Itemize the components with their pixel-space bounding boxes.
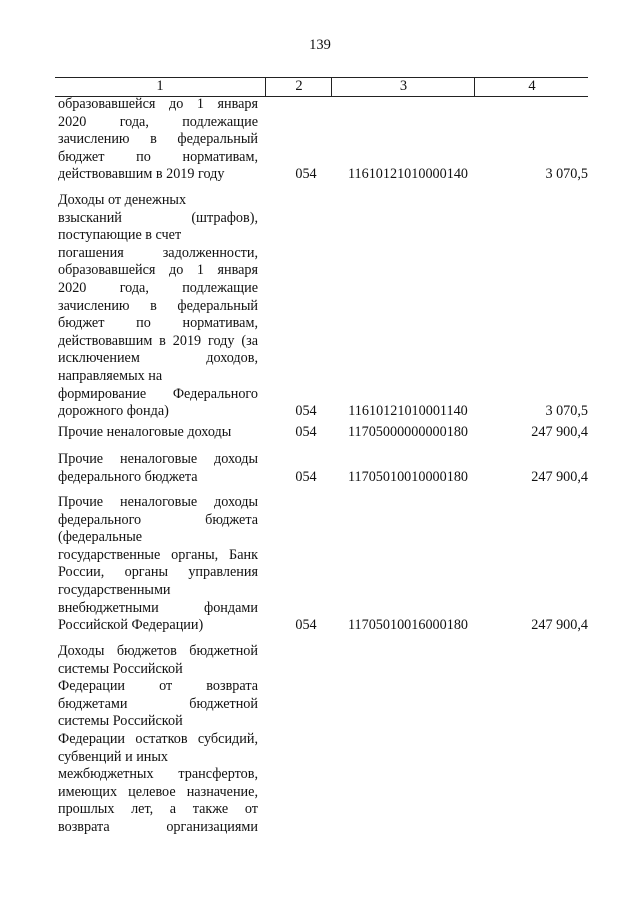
amount: 3 070,5 <box>545 403 588 420</box>
header-col-3: 3 <box>331 78 475 96</box>
budget-code: 11705010010000180 <box>347 468 469 485</box>
description-line: дорожного фонда) <box>58 403 169 420</box>
amount: 247 900,4 <box>531 617 588 634</box>
description-line: межбюджетных трансфертов, <box>58 766 258 783</box>
description-line: Федерации остатков субсидий, <box>58 730 258 747</box>
description-line: Доходы бюджетов бюджетной <box>58 643 258 659</box>
description-line: действовавшим в 2019 году (за <box>58 332 258 349</box>
description-line: возврата организациями <box>58 818 258 835</box>
row-description <box>58 494 258 635</box>
description-line: субвенций и иных <box>58 748 169 765</box>
description-line: образовавшейся до 1 января <box>58 96 258 112</box>
description-line: бюджет по нормативам, <box>58 315 258 332</box>
description-line: формирование Федерального <box>58 385 258 402</box>
description-line: Прочие неналоговые доходы <box>58 424 232 440</box>
row-description <box>58 192 258 421</box>
amount: 247 900,4 <box>531 468 588 485</box>
admin-code: 054 <box>295 403 317 420</box>
description-line: действовавшим в 2019 году <box>58 166 225 183</box>
description-line: системы Российской <box>58 660 183 677</box>
description-line: Прочие неналоговые доходы <box>58 451 258 467</box>
description-line: поступающие в счет <box>58 227 182 244</box>
description-line: федерального бюджета <box>58 468 198 485</box>
row-description <box>58 424 258 442</box>
admin-code: 054 <box>295 468 317 485</box>
description-line: (федеральные <box>58 529 143 546</box>
description-line: России, органы управления <box>58 564 258 581</box>
description-line: Прочие неналоговые доходы <box>58 494 258 510</box>
admin-code: 054 <box>295 166 317 183</box>
description-line: бюджетами бюджетной <box>58 695 258 712</box>
description-line: образовавшейся до 1 января <box>58 262 258 279</box>
admin-code: 054 <box>295 617 317 634</box>
page-number: 139 <box>309 37 331 53</box>
amount: 247 900,4 <box>531 424 588 440</box>
description-line: государственными <box>58 581 171 598</box>
budget-code: 11705000000000180 <box>347 424 469 440</box>
description-line: Российской Федерации) <box>58 617 204 634</box>
description-line: направляемых на <box>58 367 163 384</box>
description-line: Федерации от возврата <box>58 678 258 695</box>
description-line: взысканий (штрафов), <box>58 209 258 226</box>
budget-code: 11705010016000180 <box>347 617 469 634</box>
description-line: прошлых лет, а также от <box>58 801 258 818</box>
description-line: государственные органы, Банк <box>58 546 258 563</box>
budget-code: 11610121010001140 <box>348 403 468 420</box>
description-line: зачислению в федеральный <box>58 131 258 148</box>
description-line: 2020 года, подлежащие <box>58 279 258 296</box>
description-line: 2020 года, подлежащие <box>58 113 258 130</box>
amount: 3 070,5 <box>545 166 588 183</box>
row-description <box>58 96 258 184</box>
description-line: Доходы от денежных <box>58 192 187 208</box>
admin-code: 054 <box>295 424 317 440</box>
description-line: зачислению в федеральный <box>58 297 258 314</box>
row-description <box>58 451 258 486</box>
description-line: системы Российской <box>58 713 183 730</box>
header-col-1: 1 <box>156 78 164 94</box>
description-line: имеющих целевое назначение, <box>58 783 258 800</box>
description-line: погашения задолженности, <box>58 244 258 261</box>
header-col-4: 4 <box>474 78 589 96</box>
description-line: исключением доходов, <box>58 350 258 367</box>
description-line: федерального бюджета <box>58 511 258 528</box>
budget-code: 11610121010000140 <box>347 166 469 183</box>
description-line: внебюджетными фондами <box>58 599 258 616</box>
row-description <box>58 643 258 837</box>
description-line: бюджет по нормативам, <box>58 148 258 165</box>
table-header <box>55 77 588 97</box>
header-col-2: 2 <box>265 78 332 96</box>
